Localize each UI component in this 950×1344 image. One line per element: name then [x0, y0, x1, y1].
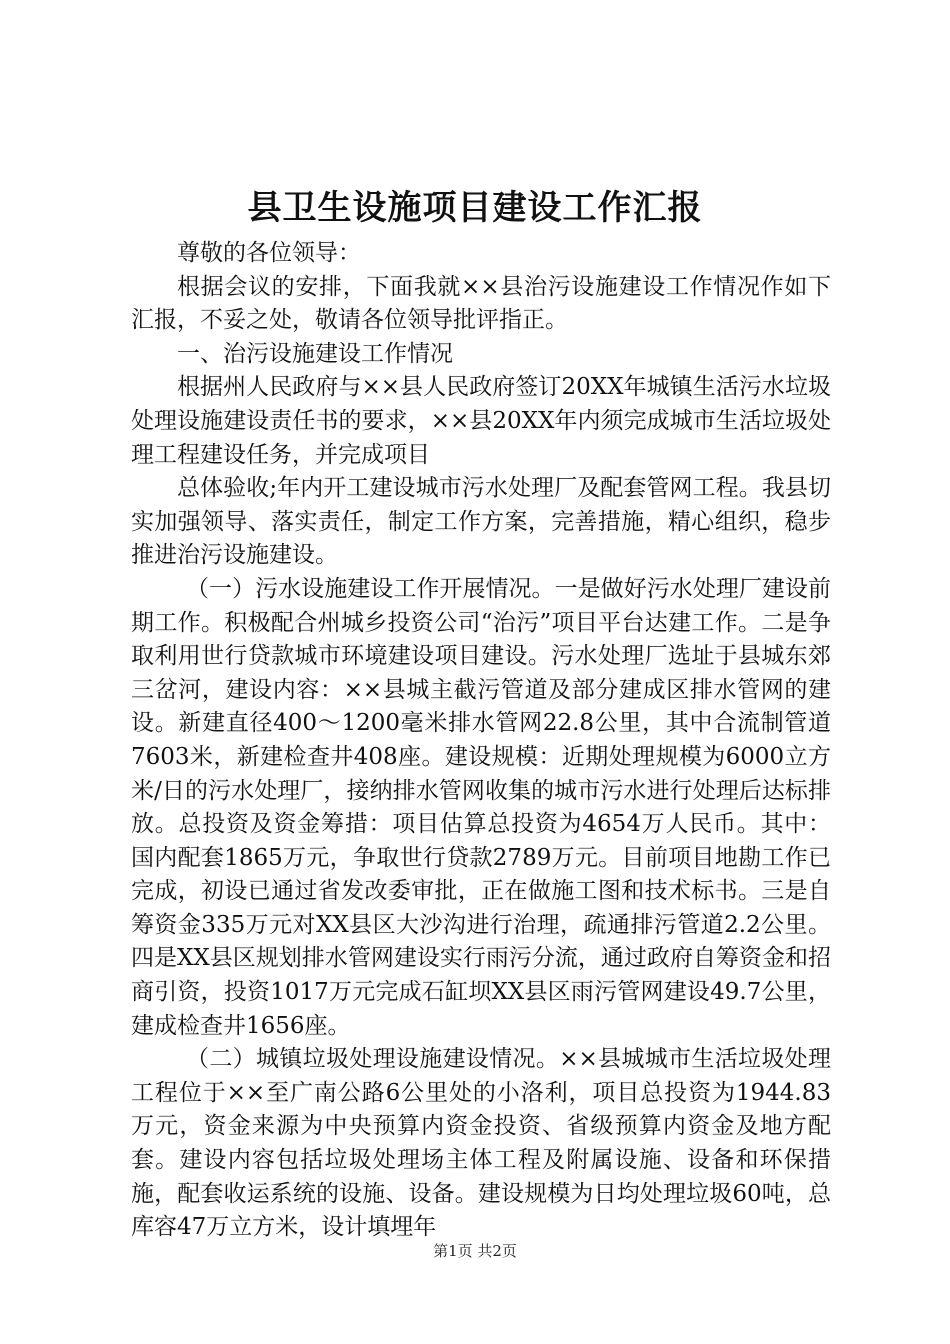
- paragraph-responsibility: 根据州人民政府与××县人民政府签订20XX年城镇生活污水垃圾处理设施建设责任书的要求，××县20XX年内须完成城市生活垃圾处理工程建设任务，并完成项目: [131, 374, 831, 468]
- paragraph-waste-facilities: （二）城镇垃圾处理设施建设情况。××县城城市生活垃圾处理工程位于××至广南公路6公里处的小洛利，项目总投资为1944.83万元，资金来源为中央预算内资金投资、省级预算内资金及地方配套。建设内容包括垃圾处理场主体工程及附属设施、设备和环保措施，配套收运系统的设施、设备。建设规模为日均处理垃圾60吨，总库容47万立方米，设计填埋年: [131, 1046, 831, 1241]
- paragraph-sewage-facilities: （一）污水设施建设工作开展情况。一是做好污水处理厂建设前期工作。积极配合州城乡投资公司“治污”项目平台达建工作。二是争取利用世行贷款城市环境建设项目建设。污水处理厂选址于县城东郊三岔河，建设内容：××县城主截污管道及部分建成区排水管网的建设。新建直径400～1200毫米排水管网22.8公里，其中合流制管道7603米，新建检查井408座。建设规模：近期处理规模为6000立方米/日的污水处理厂，接纳排水管网收集的城市污水进行处理后达标排放。总投资及资金筹措：项目估算总投资为4654万人民币。其中：国内配套1865万元，争取世行贷款2789万元。目前项目地勘工作已完成，初设已通过省发改委审批，正在做施工图和技术标书。三是自筹资金335万元对XX县区大沙沟进行治理，疏通排污管道2.2公里。四是XX县区规划排水管网建设实行雨污分流，通过政府自筹资金和招商引资，投资1017万元完成石缸坝XX县区雨污管网建设49.7公里，建成检查井1656座。: [131, 575, 831, 1039]
- paragraph-intro: 根据会议的安排，下面我就××县治污设施建设工作情况作如下汇报，不妥之处，敬请各位领导批评指正。: [131, 273, 831, 334]
- page-footer: 第1页 共2页: [433, 1242, 517, 1260]
- document-title: 县卫生设施项目建设工作汇报: [247, 188, 703, 228]
- section-heading: 一、治污设施建设工作情况: [177, 340, 453, 367]
- salutation: 尊敬的各位领导：: [177, 240, 361, 266]
- document-body: [131, 237, 831, 1245]
- paragraph-acceptance: 总体验收;年内开工建设城市污水处理厂及配套管网工程。我县切实加强领导、落实责任，制定工作方案，完善措施，精心组织，稳步推进治污设施建设。: [131, 475, 831, 569]
